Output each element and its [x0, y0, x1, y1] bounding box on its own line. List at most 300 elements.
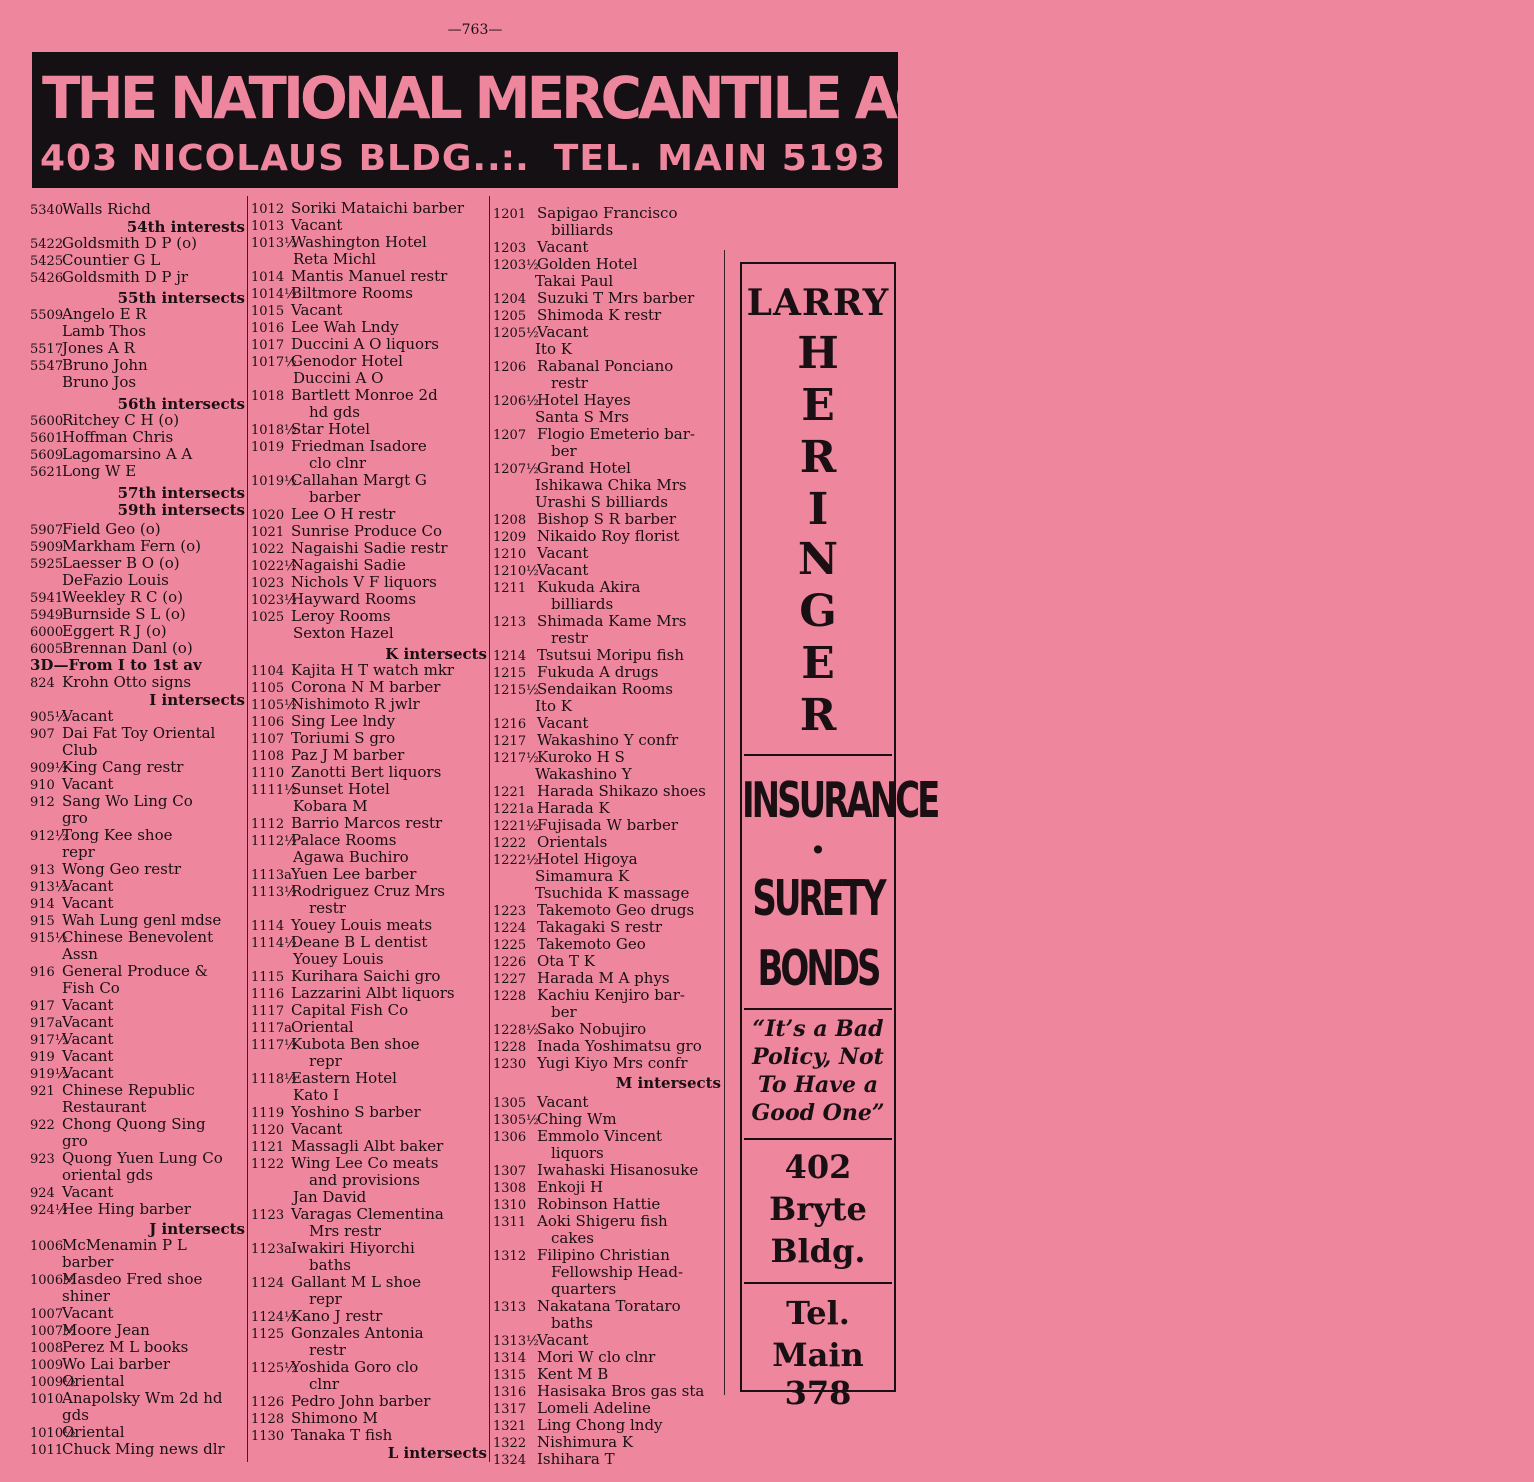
occupant-name: Sing Lee lndy: [291, 712, 396, 730]
occupant-name: Kubota Ben shoe: [291, 1035, 420, 1053]
ad-divider: [744, 1008, 892, 1010]
street-number: 6000: [30, 625, 64, 640]
intersection-heading: I intersects: [149, 691, 245, 709]
occupant-name: Laesser B O (o): [62, 554, 180, 572]
intersection-heading: 57th intersects: [117, 484, 245, 502]
occupant-name: Takemoto Geo: [537, 935, 646, 953]
directory-entry: billiards: [551, 595, 614, 613]
street-number: 1321: [493, 1419, 527, 1434]
street-number: 1322: [493, 1436, 527, 1451]
street-number: 912½: [30, 829, 68, 844]
directory-entry: [30, 929, 213, 947]
directory-entry: Kato I: [293, 1086, 339, 1104]
occupant-name: Chinese Republic: [62, 1081, 195, 1099]
street-number: 1306: [493, 1130, 527, 1145]
occupant-name: Capital Fish Co: [291, 1001, 409, 1019]
occupant-name: Chong Quong Sing: [62, 1115, 206, 1133]
occupant-name: Anapolsky Wm 2d hd: [62, 1389, 223, 1407]
street-number: 917: [30, 999, 55, 1014]
street-number: 5426: [30, 271, 64, 286]
street-number: 1017: [251, 338, 285, 353]
street-number: 1105: [251, 681, 285, 696]
occupant-name: Tong Kee shoe: [62, 826, 173, 844]
street-number: 1013½: [251, 236, 297, 251]
directory-entry: restr: [309, 1341, 346, 1359]
occupant-name: Iwahaski Hisanosuke: [537, 1161, 699, 1179]
occupant-name: Vacant: [62, 707, 114, 725]
street-number: 1114: [251, 919, 285, 934]
directory-entry: clo clnr: [309, 454, 367, 472]
ad-tel-number: Main 378: [772, 1336, 864, 1412]
street-number: 1113½: [251, 885, 297, 900]
occupant-name: Lee O H restr: [291, 505, 396, 523]
banner-separator: .:.: [487, 138, 529, 179]
occupant-name: Shimoda K restr: [537, 306, 662, 324]
street-number: 1311: [493, 1215, 527, 1230]
occupant-name: Nishimura K: [537, 1433, 634, 1451]
occupant-name: Emmolo Vincent: [537, 1127, 663, 1145]
street-number: 919: [30, 1050, 55, 1065]
street-number: 1119: [251, 1106, 285, 1121]
intersection-heading: 59th intersects: [117, 501, 245, 519]
occupant-name: Vacant: [537, 1331, 589, 1349]
occupant-name: Moore Jean: [62, 1321, 150, 1339]
occupant-name: Markham Fern (o): [62, 537, 201, 555]
occupant-name: Lazzarini Albt liquors: [291, 984, 455, 1002]
directory-entry: [493, 681, 673, 699]
banner-phone: TEL. MAIN 5193: [553, 138, 886, 179]
occupant-name: Ling Chong lndy: [537, 1416, 663, 1434]
occupant-name: Ching Wm: [537, 1110, 617, 1128]
street-number: 924: [30, 1186, 55, 1201]
ad-name-letter: N: [797, 534, 839, 585]
occupant-name: Barrio Marcos restr: [291, 814, 443, 832]
intersection-heading: J intersects: [149, 1220, 245, 1238]
occupant-name: Perez M L books: [62, 1338, 189, 1356]
occupant-name: Lomeli Adeline: [537, 1399, 651, 1417]
street-number: 1116: [251, 987, 285, 1002]
occupant-name: Eastern Hotel: [291, 1069, 397, 1087]
occupant-name: Gonzales Antonia: [291, 1324, 424, 1342]
street-number: 1108: [251, 749, 285, 764]
occupant-name: Kachiu Kenjiro bar-: [537, 986, 685, 1004]
street-number: 1317: [493, 1402, 527, 1417]
directory-entry: Lamb Thos: [62, 322, 146, 340]
street-number: 1023½: [251, 593, 297, 608]
occupant-name: Oriental: [62, 1423, 125, 1441]
occupant-name: Aoki Shigeru fish: [537, 1212, 668, 1230]
occupant-name: Lee Wah Lndy: [291, 318, 399, 336]
street-number: 1120: [251, 1123, 285, 1138]
occupant-name: Jones A R: [62, 339, 135, 357]
ad-surety: SURETY: [752, 870, 884, 928]
column-divider: [247, 196, 248, 1462]
occupant-name: Wah Lung genl mdse: [62, 911, 222, 929]
street-number: 1206½: [493, 394, 539, 409]
intersection-heading: 55th intersects: [117, 289, 245, 307]
street-number: 1009: [30, 1358, 64, 1373]
street-number: 1018: [251, 389, 285, 404]
street-number: 1313: [493, 1300, 527, 1315]
ad-name-letter: E: [801, 638, 835, 689]
occupant-name: King Cang restr: [62, 758, 184, 776]
street-number: 915½: [30, 931, 68, 946]
directory-entry: Restaurant: [62, 1098, 147, 1116]
street-number: 5340: [30, 203, 64, 218]
street-number: 922: [30, 1118, 55, 1133]
intersection-heading: L intersects: [387, 1444, 487, 1462]
occupant-name: Vacant: [537, 544, 589, 562]
street-number: 1227: [493, 972, 527, 987]
directory-entry: baths: [551, 1314, 593, 1332]
street-number: 1128: [251, 1412, 285, 1427]
occupant-name: Suzuki T Mrs barber: [537, 289, 695, 307]
column-divider: [724, 250, 725, 1395]
occupant-name: Burnside S L (o): [62, 605, 186, 623]
street-number: 1124½: [251, 1310, 297, 1325]
occupant-name: Palace Rooms: [291, 831, 397, 849]
street-number: 1203: [493, 241, 527, 256]
street-number: 1019: [251, 440, 285, 455]
occupant-name: Nagaishi Sadie restr: [291, 539, 448, 557]
occupant-name: Vacant: [62, 1183, 114, 1201]
street-number: 909½: [30, 761, 68, 776]
street-number: 919½: [30, 1067, 68, 1082]
directory-entry: [30, 201, 151, 219]
occupant-name: Lagomarsino A A: [62, 445, 193, 463]
street-number: 1226: [493, 955, 527, 970]
street-number: 5925: [30, 557, 64, 572]
directory-entry: barber: [309, 488, 361, 506]
street-number: 1215: [493, 666, 527, 681]
street-number: 1124: [251, 1276, 285, 1291]
street-number: 1310: [493, 1198, 527, 1213]
street-number: 1225: [493, 938, 527, 953]
occupant-name: Filipino Christian: [537, 1246, 670, 1264]
intersection-heading: M intersects: [615, 1074, 721, 1092]
directory-entry: hd gds: [309, 403, 360, 421]
street-number: 1313½: [493, 1334, 539, 1349]
occupant-name: Walls Richd: [62, 200, 151, 218]
occupant-name: Field Geo (o): [62, 520, 161, 538]
street-number: 1117½: [251, 1038, 297, 1053]
directory-entry: gds: [62, 1406, 89, 1424]
directory-entry: Club: [62, 741, 98, 759]
occupant-name: Takagaki S restr: [537, 918, 663, 936]
occupant-name: Mori W clo clnr: [537, 1348, 656, 1366]
occupant-name: Shimada Kame Mrs: [537, 612, 687, 630]
occupant-name: Corona N M barber: [291, 678, 441, 696]
occupant-name: Golden Hotel: [537, 255, 638, 273]
occupant-name: Wing Lee Co meats: [291, 1154, 439, 1172]
occupant-name: Genodor Hotel: [291, 352, 403, 370]
street-number: 924½: [30, 1203, 68, 1218]
occupant-name: Hotel Hayes: [537, 391, 631, 409]
heringer-insurance-ad: [740, 262, 938, 1412]
street-number: 1020: [251, 508, 285, 523]
street-number: 1014½: [251, 287, 297, 302]
occupant-name: Kurihara Saichi gro: [291, 967, 441, 985]
occupant-name: Krohn Otto signs: [62, 673, 192, 691]
street-number: 1228½: [493, 1023, 539, 1038]
occupant-name: Enkoji H: [537, 1178, 604, 1196]
directory-entry: Jan David: [293, 1188, 367, 1206]
street-number: 1010½: [30, 1426, 76, 1441]
banner-title: THE NATIONAL MERCANTILE AGENCY—COLLECTIONS: [42, 64, 1534, 132]
street-number: 1315: [493, 1368, 527, 1383]
street-number: 1324: [493, 1453, 527, 1468]
occupant-name: Vacant: [291, 216, 343, 234]
directory-entry: [30, 1201, 191, 1219]
occupant-name: Bishop S R barber: [537, 510, 677, 528]
directory-entry: Youey Louis: [293, 950, 384, 968]
street-number: 1209: [493, 530, 527, 545]
directory-entry: Takai Paul: [535, 272, 614, 290]
occupant-name: Harada Shikazo shoes: [537, 782, 706, 800]
street-number: 912: [30, 795, 55, 810]
directory-entry: [30, 1271, 202, 1289]
directory-entry: ber: [551, 442, 577, 460]
occupant-name: Sendaikan Rooms: [537, 680, 673, 698]
occupant-name: Friedman Isadore: [291, 437, 427, 455]
directory-entry: [493, 613, 686, 631]
street-number: 1121: [251, 1140, 285, 1155]
occupant-name: Vacant: [62, 775, 114, 793]
occupant-name: Kajita H T watch mkr: [291, 661, 455, 679]
occupant-name: Goldsmith D P (o): [62, 234, 197, 252]
occupant-name: Kuroko H S: [537, 748, 625, 766]
occupant-name: Soriki Mataichi barber: [291, 199, 464, 217]
occupant-name: Quong Yuen Lung Co: [62, 1149, 223, 1167]
occupant-name: Goldsmith D P jr: [62, 268, 189, 286]
street-number: 913: [30, 863, 55, 878]
street-number: 5547: [30, 359, 64, 374]
occupant-name: Chuck Ming news dlr: [62, 1440, 225, 1458]
directory-entry: oriental gds: [62, 1166, 153, 1184]
agency-banner: [32, 52, 1534, 188]
ad-divider: [744, 754, 892, 756]
street-number: 913½: [30, 880, 68, 895]
occupant-name: Nikaido Roy florist: [537, 527, 680, 545]
occupant-name: General Produce &: [62, 962, 209, 980]
street-number: 1123: [251, 1208, 285, 1223]
occupant-name: Harada K: [537, 799, 610, 817]
occupant-name: Vacant: [62, 1030, 114, 1048]
occupant-name: Grand Hotel: [537, 459, 631, 477]
occupant-name: Brennan Danl (o): [62, 639, 193, 657]
directory-entry: billiards: [551, 221, 614, 239]
street-number: 1117a: [251, 1021, 292, 1036]
street-number: 1130: [251, 1429, 285, 1444]
occupant-name: Nichols V F liquors: [291, 573, 437, 591]
occupant-name: Tsutsui Moripu fish: [537, 646, 684, 664]
directory-entry: shiner: [62, 1287, 110, 1305]
occupant-name: Vacant: [537, 1093, 589, 1111]
street-number: 5509: [30, 308, 64, 323]
street-number: 923: [30, 1152, 55, 1167]
ad-insurance: INSURANCE: [742, 772, 938, 830]
occupant-name: Vacant: [62, 1064, 114, 1082]
street-number: 1210½: [493, 564, 539, 579]
street-number: 5621: [30, 465, 64, 480]
ad-name-letter: G: [799, 586, 837, 637]
occupant-name: Varagas Clementina: [291, 1205, 444, 1223]
street-number: 5517: [30, 342, 64, 357]
directory-entry: [30, 827, 173, 845]
street-number: 1113a: [251, 868, 292, 883]
occupant-name: Robinson Hattie: [537, 1195, 661, 1213]
street-number: 1221: [493, 785, 527, 800]
ad-address-street: Bryte: [769, 1190, 867, 1228]
ad-name-letter: R: [799, 432, 837, 483]
occupant-name: Deane B L dentist: [291, 933, 428, 951]
directory-entry: quarters: [551, 1280, 617, 1298]
street-number: 1023: [251, 576, 285, 591]
street-number: 1123a: [251, 1242, 292, 1257]
directory-entry: barber: [62, 1253, 114, 1271]
street-number: 1206: [493, 360, 527, 375]
occupant-name: Wo Lai barber: [62, 1355, 171, 1373]
street-number: 1006½: [30, 1273, 76, 1288]
directory-entry: restr: [551, 629, 588, 647]
occupant-name: Nishimoto R jwlr: [291, 695, 420, 713]
street-number: 1117: [251, 1004, 285, 1019]
street-number: 1008: [30, 1341, 64, 1356]
street-number: 1223: [493, 904, 527, 919]
directory-entry: Ishikawa Chika Mrs: [535, 476, 687, 494]
occupant-name: Fukuda A drugs: [537, 663, 659, 681]
street-number: 1222½: [493, 853, 539, 868]
directory-entry: Mrs restr: [309, 1222, 381, 1240]
street-number: 917a: [30, 1016, 63, 1031]
directory-entry: [30, 793, 193, 811]
street-number: 1126: [251, 1395, 285, 1410]
occupant-name: Wong Geo restr: [62, 860, 182, 878]
street-number: 1208: [493, 513, 527, 528]
occupant-name: Tanaka T fish: [291, 1426, 393, 1444]
directory-entry: ber: [551, 1003, 577, 1021]
directory-entry: Urashi S billiards: [535, 493, 668, 511]
directory-entry: restr: [309, 899, 346, 917]
street-number: 1217½: [493, 751, 539, 766]
occupant-name: Vacant: [537, 323, 589, 341]
directory-entry: Ito K: [535, 697, 572, 715]
directory-entry: Tsuchida K massage: [535, 884, 690, 902]
occupant-name: Star Hotel: [291, 420, 370, 438]
directory-entry: [493, 1055, 688, 1073]
occupant-name: Yoshino S barber: [291, 1103, 421, 1121]
directory-entry: [493, 987, 685, 1005]
street-number: 1207½: [493, 462, 539, 477]
street-number: 1017½: [251, 355, 297, 370]
occupant-name: Ota T K: [537, 952, 596, 970]
street-number: 1009½: [30, 1375, 76, 1390]
directory-entry: liquors: [551, 1144, 604, 1162]
ad-name-first: LARRY: [746, 282, 890, 324]
ad-tel-label: Tel.: [786, 1294, 850, 1332]
occupant-name: Oriental: [291, 1018, 354, 1036]
occupant-name: Gallant M L shoe: [291, 1273, 422, 1291]
street-number: 1230: [493, 1057, 527, 1072]
street-number: 5909: [30, 540, 64, 555]
street-number: 1110: [251, 766, 285, 781]
intersection-heading: 56th intersects: [117, 395, 245, 413]
occupant-name: Yoshida Goro clo: [291, 1358, 419, 1376]
occupant-name: Biltmore Rooms: [291, 284, 413, 302]
occupant-name: Hoffman Chris: [62, 428, 174, 446]
directory-entry: Agawa Buchiro: [293, 848, 409, 866]
street-number: 1010: [30, 1392, 64, 1407]
occupant-name: Ishihara T: [537, 1450, 615, 1468]
directory-entry: repr: [309, 1052, 342, 1070]
occupant-name: Hotel Higoya: [537, 850, 638, 868]
occupant-name: Vacant: [291, 1120, 343, 1138]
ad-bonds: BONDS: [757, 940, 879, 998]
street-number: 1021: [251, 525, 285, 540]
street-number: 1222: [493, 836, 527, 851]
directory-entry: Wakashino Y: [535, 765, 632, 783]
occupant-name: Paz J M barber: [291, 746, 405, 764]
street-number: 1014: [251, 270, 285, 285]
directory-entry: [30, 725, 215, 743]
occupant-name: Vacant: [62, 1304, 114, 1322]
ad-divider: [744, 1282, 892, 1284]
occupant-name: Hasisaka Bros gas sta: [537, 1382, 705, 1400]
street-number: 1203½: [493, 258, 539, 273]
street-number: 1104: [251, 664, 285, 679]
occupant-name: Mantis Manuel restr: [291, 267, 448, 285]
street-number: 1308: [493, 1181, 527, 1196]
street-number: 1214: [493, 649, 527, 664]
street-number: 915: [30, 914, 55, 929]
street-number: 1013: [251, 219, 285, 234]
occupant-name: Ritchey C H (o): [62, 411, 180, 429]
occupant-name: Dai Fat Toy Oriental: [62, 724, 216, 742]
ad-divider: [744, 1138, 892, 1140]
directory-entry: [493, 1451, 615, 1469]
ad-address-bldg: Bldg.: [770, 1232, 866, 1270]
ad-slogan-4: Good One”: [751, 1100, 885, 1126]
street-number: 1019½: [251, 474, 297, 489]
street-number: 1305: [493, 1096, 527, 1111]
directory-entry: [30, 463, 136, 481]
directory-entry: Santa S Mrs: [535, 408, 629, 426]
street-number: 1221½: [493, 819, 539, 834]
directory-entry: 3D—From I to 1st av: [30, 656, 202, 674]
street-number: 1211: [493, 581, 527, 596]
ad-name-letter: H: [797, 328, 839, 379]
street-number: 1216: [493, 717, 527, 732]
street-number: 1207: [493, 428, 527, 443]
occupant-name: McMenamin P L: [62, 1236, 187, 1254]
street-number: 1125: [251, 1327, 285, 1342]
street-number: 1221a: [493, 802, 534, 817]
directory-entry: Reta Michl: [293, 250, 376, 268]
street-number: 1114½: [251, 936, 297, 951]
occupant-name: Bartlett Monroe 2d: [291, 386, 438, 404]
street-number: 5949: [30, 608, 64, 623]
directory-entry: repr: [62, 843, 95, 861]
street-number: 917½: [30, 1033, 68, 1048]
occupant-name: Yuen Lee barber: [291, 865, 417, 883]
intersection-heading: K intersects: [385, 645, 487, 663]
street-number: 1025: [251, 610, 285, 625]
street-number: 1018½: [251, 423, 297, 438]
occupant-name: Hee Hing barber: [62, 1200, 191, 1218]
street-number: 1015: [251, 304, 285, 319]
occupant-name: Sako Nobujiro: [537, 1020, 647, 1038]
street-number: 1022: [251, 542, 285, 557]
